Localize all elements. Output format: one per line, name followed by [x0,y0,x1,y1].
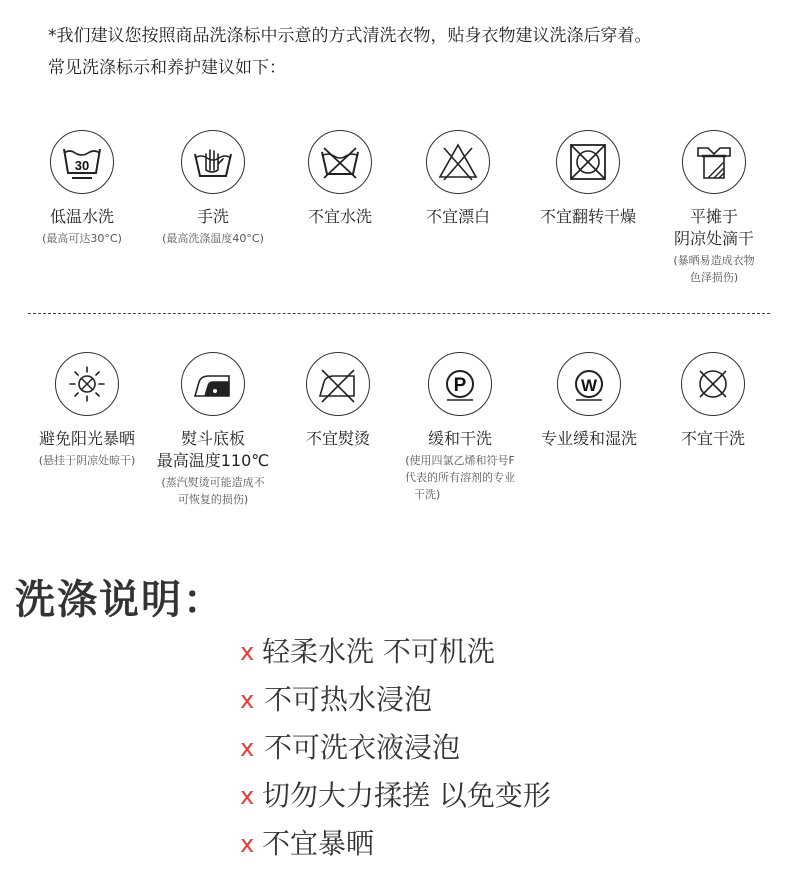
dry-flat-shade-icon [692,140,736,184]
list-item [240,676,551,724]
care-note-line-2: 色泽损伤) [689,271,739,284]
tip-text: 轻柔水洗 不可机洗 [262,635,495,668]
care-circle [181,352,245,416]
care-label: 不宜翻转干燥 [539,207,636,226]
do-not-iron-icon [316,362,360,406]
care-circle [681,352,745,416]
tip-text: 不可热水浸泡 [264,683,433,716]
care-item-iron-110 [147,352,279,508]
care-label: 熨斗底板 [180,429,245,448]
washtub-30-icon [60,140,104,184]
do-not-tumble-dry-icon [566,140,610,184]
care-circle [682,130,746,194]
care-label: 缓和干洗 [427,429,492,448]
care-label: 不宜熨烫 [305,429,370,448]
list-item [240,628,551,676]
cross-icon: x [240,830,255,858]
care-item-no-sun [21,352,153,469]
dry-clean-letter: P [453,375,467,396]
care-circle [55,352,119,416]
care-label: 避免阳光暴晒 [38,429,135,448]
section-title: 洗涤说明： [15,577,225,623]
intro-line-1: *我们建议您按照商品洗涤标中示意的方式清洗衣物，贴身衣物建议洗涤后穿着。 [48,26,652,46]
care-circle [428,352,492,416]
washtub-temp-text: 30 [74,158,90,173]
care-note: (蒸汽熨烫可能造成不 [161,476,265,489]
cross-icon: x [240,734,255,762]
list-item [240,724,551,772]
care-item-gentle-wet-clean [523,352,655,450]
care-label: 平摊于 [689,207,738,226]
washing-tips-list [240,628,551,868]
care-item-dry-flat-shade [648,130,780,286]
care-circle [306,352,370,416]
care-note: (暴晒易造成衣物 [673,254,755,267]
intro-text [48,20,652,84]
care-label: 手洗 [196,207,229,226]
care-circle [308,130,372,194]
care-circle [50,130,114,194]
care-item-no-iron [272,352,404,450]
care-note: (悬挂于阴凉处晾干) [38,454,136,467]
care-item-low-temp-wash [16,130,148,247]
wet-clean-w-icon [567,362,611,406]
list-item [240,772,551,820]
cross-icon: x [240,686,255,714]
care-note-line-2: 代表的所有溶剂的专业 [405,471,515,484]
do-not-wash-icon [318,140,362,184]
care-label-line-2: 阴凉处滴干 [673,229,754,248]
cross-icon: x [240,638,255,666]
care-label: 低温水洗 [49,207,114,226]
care-item-no-wash [274,130,406,228]
care-circle [426,130,490,194]
cross-icon: x [240,782,255,810]
tip-text: 切勿大力揉搓 以免变形 [262,779,551,812]
care-label: 不宜干洗 [680,429,745,448]
care-note: (最高可达30°C) [42,232,122,245]
hand-wash-icon [191,140,235,184]
care-item-no-dry-clean [647,352,779,450]
tip-text: 不宜暴晒 [262,827,375,860]
care-note-line-2: 可恢复的损伤) [177,493,249,506]
intro-line-2: 常见洗涤标示和养护建议如下： [48,58,286,78]
no-sun-icon [65,362,109,406]
care-circle [181,130,245,194]
care-circle [557,352,621,416]
care-item-no-bleach [392,130,524,228]
care-label: 不宜漂白 [425,207,490,226]
care-note-line-3: 干洗) [414,488,441,501]
care-item-gentle-dry-clean [394,352,526,503]
care-label: 不宜水洗 [307,207,372,226]
section-divider [28,313,770,314]
wet-clean-letter: W [580,376,598,395]
iron-icon [191,362,235,406]
care-circle [556,130,620,194]
care-item-hand-wash [147,130,279,247]
care-label: 专业缓和湿洗 [540,429,637,448]
care-note: (最高洗涤温度40°C) [162,232,264,245]
tip-text: 不可洗衣液浸泡 [264,731,461,764]
dry-clean-p-icon [438,362,482,406]
list-item [240,820,551,868]
care-item-no-tumble-dry [522,130,654,228]
do-not-dry-clean-icon [691,362,735,406]
care-note: (使用四氯乙烯和符号F [405,454,515,467]
care-label-line-2: 最高温度110℃ [156,451,270,470]
do-not-bleach-icon [436,140,480,184]
